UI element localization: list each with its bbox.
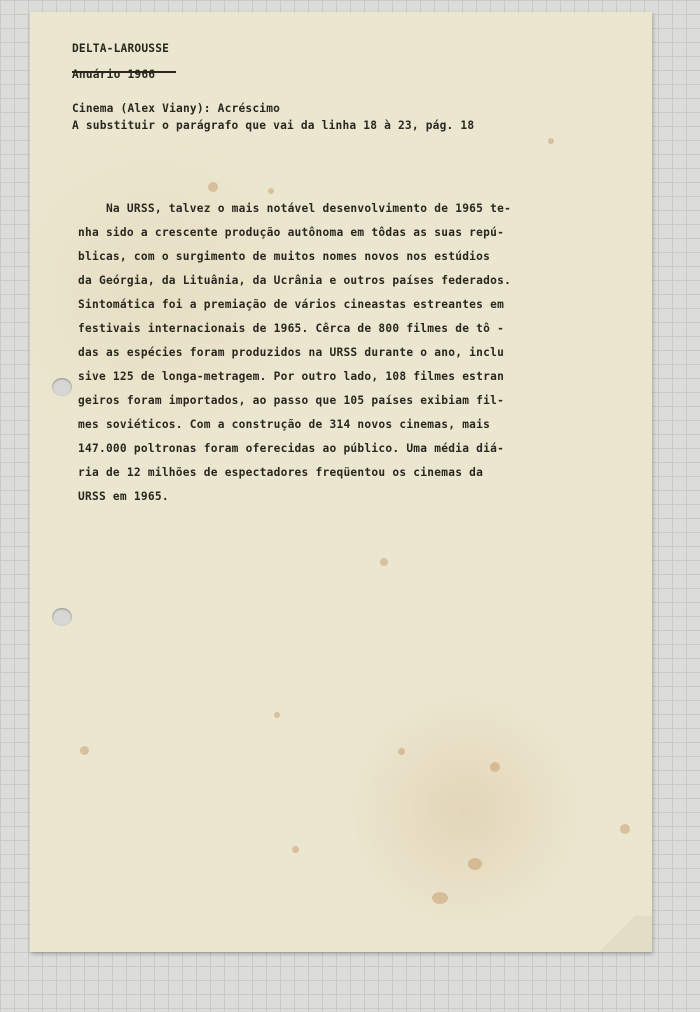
body-text-line: festivais internacionais de 1965. Cêrca de 800 filmes de tô - xyxy=(78,322,505,335)
body-text-line: nha sido a crescente produção autônoma em tôdas as suas repú- xyxy=(78,226,505,239)
body-text-line: URSS em 1965. xyxy=(78,490,169,503)
stain xyxy=(274,712,280,718)
subject-line: Cinema (Alex Viany): Acréscimo xyxy=(72,102,281,115)
stain xyxy=(620,824,630,834)
stain xyxy=(208,182,218,192)
body-text-line: 147.000 poltronas foram oferecidas ao público. Uma média diá- xyxy=(78,442,505,455)
stain xyxy=(398,748,405,755)
body-text-line: das as espécies foram produzidos na URSS durante o ano, inclu xyxy=(78,346,505,359)
body-text-line: geiros foram importados, ao passo que 105 países exibiam fil- xyxy=(78,394,505,407)
body-text-line: mes soviéticos. Com a construção de 314 novos cinemas, mais xyxy=(78,418,491,431)
typewritten-page xyxy=(30,12,652,952)
stain xyxy=(268,188,274,194)
body-text-line: sive 125 de longa-metragem. Por outro lado, 108 filmes estran xyxy=(78,370,505,383)
body-text-line: Na URSS, talvez o mais notável desenvolvimento de 1965 te- xyxy=(78,202,512,215)
instruction-line: A substituir o parágrafo que vai da linha 18 à 23, pág. 18 xyxy=(72,119,475,132)
stain xyxy=(548,138,554,144)
stain xyxy=(432,892,448,904)
punch-hole xyxy=(52,608,72,626)
stain xyxy=(380,558,388,566)
body-text-line: blicas, com o surgimento de muitos nomes novos nos estúdios xyxy=(78,250,491,263)
body-text-line: Sintomática foi a premiação de vários cineastas estreantes em xyxy=(78,298,505,311)
stain xyxy=(468,858,482,870)
stain xyxy=(292,846,299,853)
yearbook-label: Anuário 1966 xyxy=(72,68,156,81)
body-text-line: da Geórgia, da Lituânia, da Ucrânia e outros países federados. xyxy=(78,274,512,287)
punch-hole xyxy=(52,378,72,396)
body-text-line: ria de 12 milhões de espectadores freqüentou os cinemas da xyxy=(78,466,484,479)
stain xyxy=(80,746,89,755)
stain xyxy=(490,762,500,772)
publication-name: DELTA-LAROUSSE xyxy=(72,42,170,55)
folded-corner xyxy=(582,916,652,952)
